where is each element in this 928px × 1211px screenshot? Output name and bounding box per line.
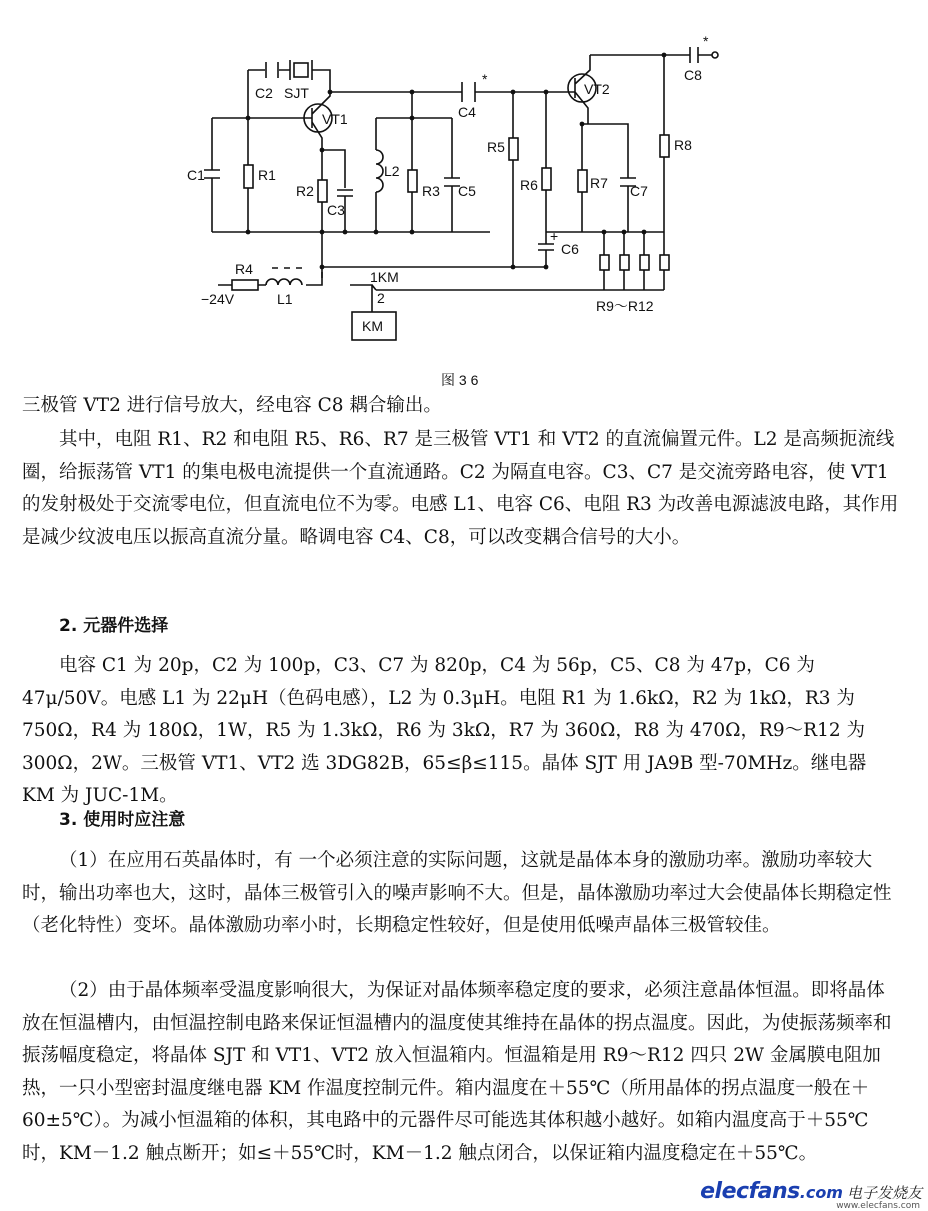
label-vt2: VT2 [584, 81, 610, 97]
watermark-url: www.elecfans.com [836, 1201, 920, 1211]
resistor-r6 [542, 168, 551, 190]
resistor-r5 [509, 138, 518, 160]
label-c8: C8 [684, 67, 702, 83]
inductor-l2 [376, 150, 383, 192]
watermark-dotcom: .com [799, 1183, 843, 1202]
resistor-r12 [660, 255, 669, 270]
watermark [700, 1179, 922, 1211]
paragraph-note-1: （1）在应用石英晶体时，有 一个必须注意的实际问题，这就是晶体本身的激励功率。激励功率较大时，输出功率也大，这时，晶体三极管引入的噪声影响不大。但是，晶体激励功率过大会使晶体长期稳定性（老化特性）变坏。晶体激励功率小时，长期稳定性较好，但是使用低噪声晶体三极管较佳。 [22, 850, 892, 936]
label-r6: R6 [520, 177, 538, 193]
resistor-r3 [408, 170, 417, 192]
paragraph-note-2: （2）由于晶体频率受温度影响很大，为保证对晶体频率稳定度的要求，必须注意晶体恒温。即将晶体放在恒温槽内，由恒温控制电路来保证恒温槽内的温度使其维持在晶体的拐点温度。因此，为使振荡频率和振荡幅度稳定，将晶体 SJT 和 VT1、VT2 放入恒温箱内。恒温箱是用 R9～R12 四只 2W 金属膜电阻加热，一只小型密封温度继电器 KM 作温度控制元件。箱内温度在＋55℃（所用晶体的拐点温度一般在＋60±5℃）。为减小恒温箱的体积，其电路中的元器件尽可能选其体积越小越好。如箱内温度高于＋55℃时，KM－1.2 触点断开；如≤＋55℃时，KM－1.2 触点闭合，以保证箱内温度稳定在＋55℃。 [22, 980, 892, 1164]
label-r9-r12: R9～R12 [596, 298, 654, 314]
capacitor-c8 [690, 47, 712, 63]
watermark-cn: 电子发烧友 [846, 1184, 922, 1202]
resistor-r10 [620, 255, 629, 270]
label-r7: R7 [590, 175, 608, 191]
label-r1: R1 [258, 167, 276, 183]
label-km: KM [362, 318, 383, 334]
circuit-schematic [0, 0, 928, 400]
watermark-logo: elecfans [700, 1179, 800, 1204]
label-c2: C2 [255, 85, 273, 101]
paragraph-detail: 其中，电阻 R1、R2 和电阻 R5、R6、R7 是三极管 VT1 和 VT2 的直流偏置元件。L2 是高频扼流线圈，给振荡管 VT1 的集电极电流提供一个直流通路。C2 为隔直电容。C3、C7 是交流旁路电容，使 VT1 的发射极处于交流零电位，但直流电位不为零。电感 L1、电容 C6、电阻 R3 为改善电源滤波电路，其作用是减少纹波电压以振高直流分量。略调电容 C4、C8，可以改变耦合信号的大小。 [22, 429, 899, 548]
resistor-r1 [244, 165, 253, 188]
label-c4: C4 [458, 104, 476, 120]
resistor-r2 [318, 180, 327, 202]
resistor-r11 [640, 255, 649, 270]
wire-vt1-emitter [322, 150, 345, 232]
label-relay-pin: 2 [377, 290, 385, 306]
label-supply: −24V [201, 291, 235, 307]
label-vt1: VT1 [322, 111, 348, 127]
label-c1: C1 [187, 167, 205, 183]
label-c7: C7 [630, 183, 648, 199]
label-1km: 1KM [370, 269, 399, 285]
resistor-r9 [600, 255, 609, 270]
label-r2: R2 [296, 183, 314, 199]
label-c5: C5 [458, 183, 476, 199]
paragraph-components: 电容 C1 为 20p，C2 为 100p，C3、C7 为 820p，C4 为 56p，C5、C8 为 47p，C6 为 47μ/50V。电感 L1 为 22μH（色码电感），L2 为 0.3μH。电阻 R1 为 1.6kΩ，R2 为 1kΩ，R3 为 750Ω，R4 为 180Ω，1W，R5 为 1.3kΩ，R6 为 3kΩ，R7 为 360Ω，R8 为 470Ω，R9～R12 为 300Ω，2W。三极管 VT1、VT2 选 3DG82B，65≤β≤115。晶体 SJT 用 JA9B 型-70MHz。继电器 KM 为 JUC-1M。 [22, 655, 867, 806]
label-r5: R5 [487, 139, 505, 155]
resistor-r4 [232, 280, 258, 290]
label-r3: R3 [422, 183, 440, 199]
label-l2: L2 [384, 163, 400, 179]
section-heading-components: 2. 元器件选择 [59, 616, 169, 636]
label-c6-plus: + [550, 228, 559, 244]
label-l1: L1 [277, 291, 293, 307]
crystal-sjt [294, 63, 308, 77]
label-c3: C3 [327, 202, 345, 218]
inductor-l1 [266, 279, 302, 285]
capacitor-c2 [266, 62, 278, 78]
wire-vt1-base [212, 108, 312, 128]
capacitor-c4 [462, 82, 475, 102]
resistor-r7 [578, 170, 587, 192]
label-c8-star: * [703, 33, 709, 49]
label-r8: R8 [674, 137, 692, 153]
label-c4-star: * [482, 71, 488, 87]
relay-contact-1km [350, 285, 590, 302]
label-r4: R4 [235, 261, 253, 277]
label-sjt: SJT [284, 85, 309, 101]
capacitor-c6 [538, 244, 554, 267]
section-heading-notes: 3. 使用时应注意 [59, 810, 186, 830]
label-c6: C6 [561, 241, 579, 257]
resistor-r8 [660, 135, 669, 157]
capacitor-c1 [204, 118, 220, 232]
paragraph-intro: 三极管 VT2 进行信号放大，经电容 C8 耦合输出。 [22, 395, 442, 416]
figure-caption: 图 3 6 [441, 372, 479, 388]
wire-tank-top [376, 92, 452, 232]
